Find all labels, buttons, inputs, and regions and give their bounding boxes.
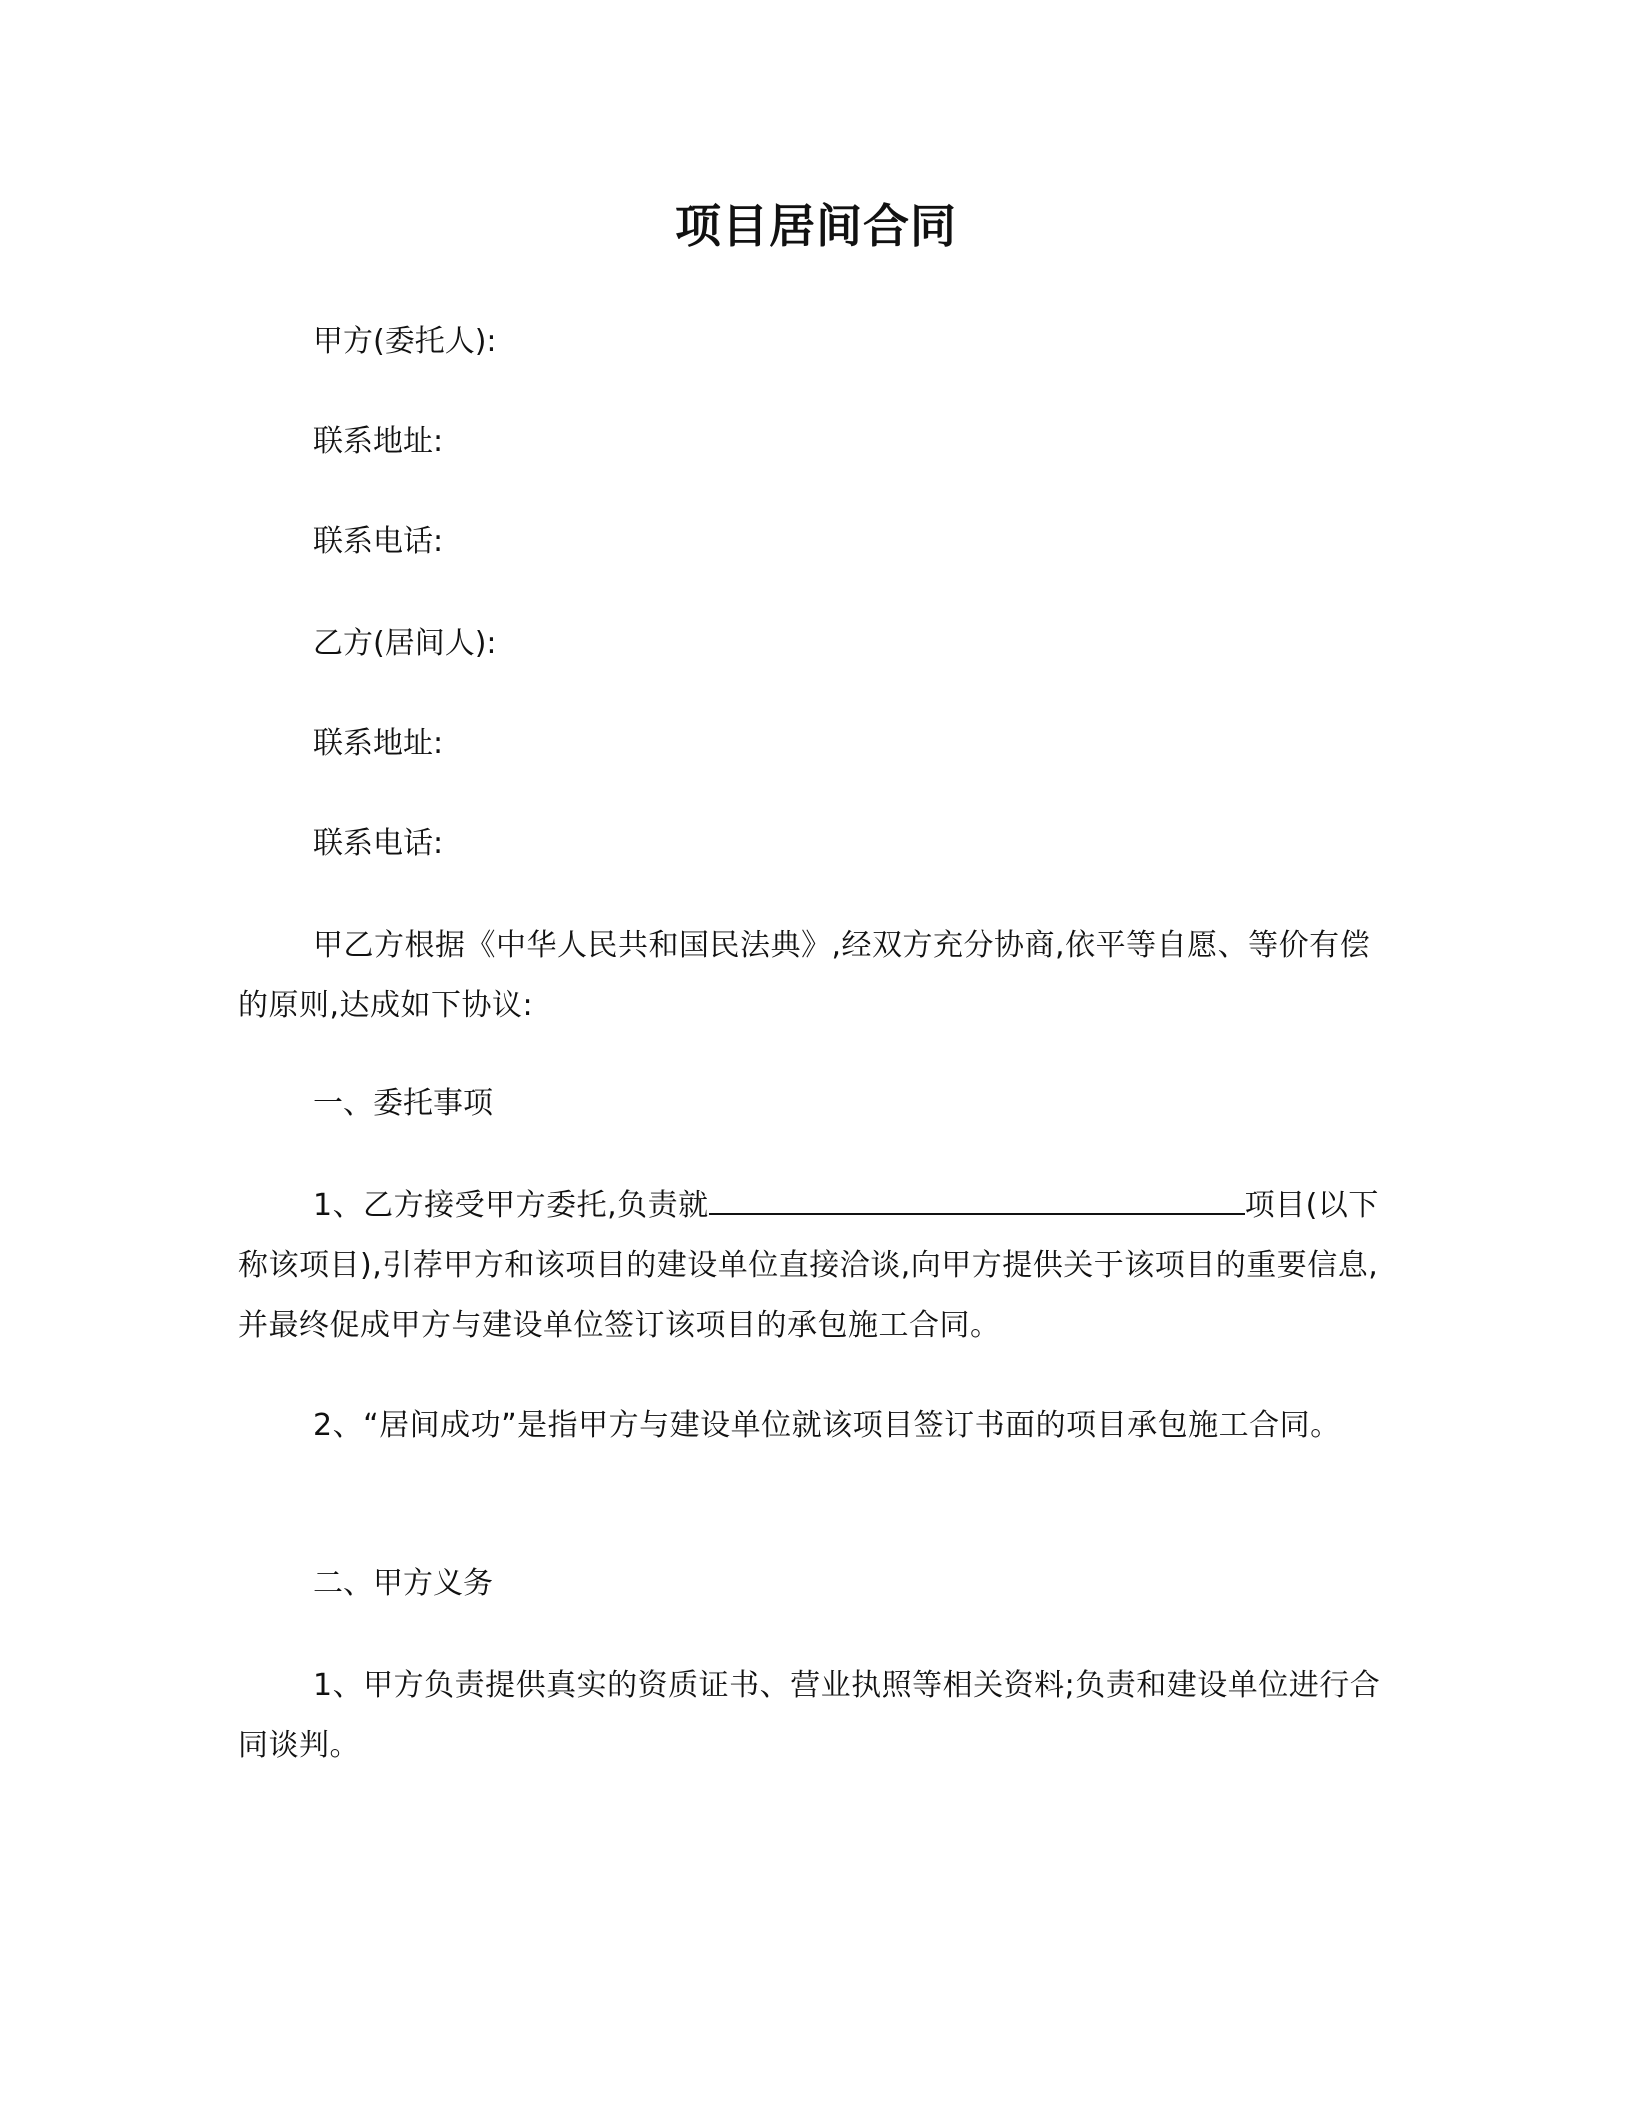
party-b-phone-label: 联系电话: <box>313 826 444 861</box>
section-1-clause-2: 2、“居间成功”是指甲方与建设单位就该项目签订书面的项目承包施工合同。 <box>313 1408 1341 1443</box>
section-1-heading: 一、委托事项 <box>313 1086 493 1121</box>
party-a-address-label: 联系地址: <box>313 424 444 459</box>
clause-1-text-after: 项目(以下称该项目),引荐甲方和该项目的建设单位直接洽谈,向甲方提供关于该项目的重要信息,并最终促成甲方与建设单位签订该项目的承包施工合同。 <box>238 1188 1379 1343</box>
party-b-label: 乙方(居间人): <box>313 626 497 661</box>
section-2-heading: 二、甲方义务 <box>313 1566 493 1601</box>
document-title: 项目居间合同 <box>675 199 957 253</box>
section-2-clause-1: 1、甲方负责提供真实的资质证书、营业执照等相关资料;负责和建设单位进行合同谈判。 <box>238 1668 1381 1763</box>
party-b-address-label: 联系地址: <box>313 726 444 761</box>
preamble-paragraph: 甲乙方根据《中华人民共和国民法典》,经双方充分协商,依平等自愿、等价有偿的原则,达成如下协议: <box>238 928 1371 1023</box>
party-a-label: 甲方(委托人): <box>313 324 497 359</box>
project-name-blank <box>709 1183 1245 1215</box>
clause-1-text-before: 1、乙方接受甲方委托,负责就 <box>313 1188 709 1223</box>
section-1-clause-1 <box>238 1176 1398 1356</box>
party-a-phone-label: 联系电话: <box>313 524 444 559</box>
